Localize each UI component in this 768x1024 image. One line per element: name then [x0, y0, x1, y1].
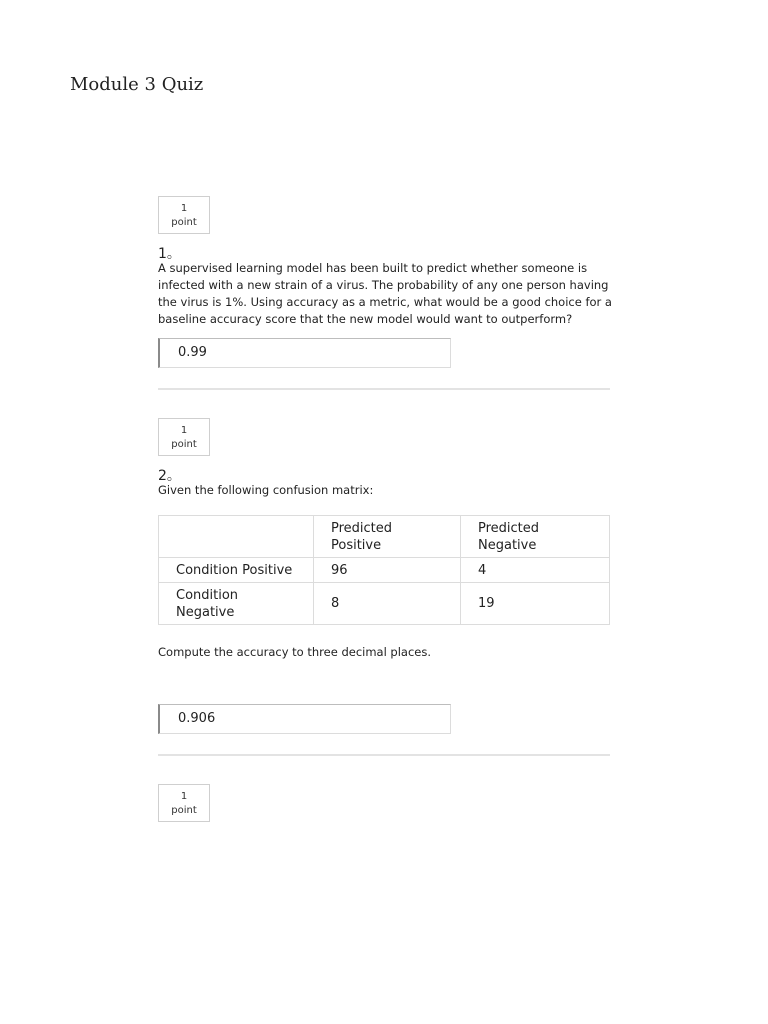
question-divider — [158, 388, 610, 390]
points-badge-q2 — [158, 418, 210, 456]
points-value: 1 — [180, 425, 188, 436]
points-unit: point — [171, 217, 197, 228]
question-followup-q2: Compute the accuracy to three decimal places. — [158, 645, 432, 659]
question-number-q1: 1。 — [158, 246, 181, 262]
table-cell: Condition Negative — [159, 583, 314, 625]
table-cell: 19 — [461, 583, 610, 625]
answer-field-q2[interactable]: 0.906 — [158, 704, 451, 734]
question-number-q2: 2。 — [158, 468, 181, 484]
points-unit: point — [171, 439, 197, 450]
question-divider — [158, 754, 610, 756]
table-header-cell: Predicted Positive — [314, 516, 461, 558]
points-unit: point — [171, 805, 197, 816]
points-badge-q3 — [158, 784, 210, 822]
points-value: 1 — [180, 203, 188, 214]
table-cell: 4 — [461, 558, 610, 583]
table-cell: 8 — [314, 583, 461, 625]
table-row — [159, 558, 610, 583]
question-text-q2: Given the following confusion matrix: — [158, 483, 374, 497]
page-title: Module 3 Quiz — [70, 74, 204, 95]
table-header-cell — [159, 516, 314, 558]
table-cell: Condition Positive — [159, 558, 314, 583]
table-row — [159, 583, 610, 625]
points-value: 1 — [180, 791, 188, 802]
answer-field-q1[interactable]: 0.99 — [158, 338, 451, 368]
points-badge-q1 — [158, 196, 210, 234]
table-header-row — [159, 516, 610, 558]
table-cell: 96 — [314, 558, 461, 583]
question-text-q1: A supervised learning model has been built to predict whether someone is infected with a new strain of a virus. The probability of any one person having the virus is 1%. Using accuracy as a metric, what would be a good choice for a baseline accuracy score that the new model would want to outperform? — [158, 261, 612, 326]
confusion-matrix-table — [158, 515, 610, 625]
table-header-cell: Predicted Negative — [461, 516, 610, 558]
